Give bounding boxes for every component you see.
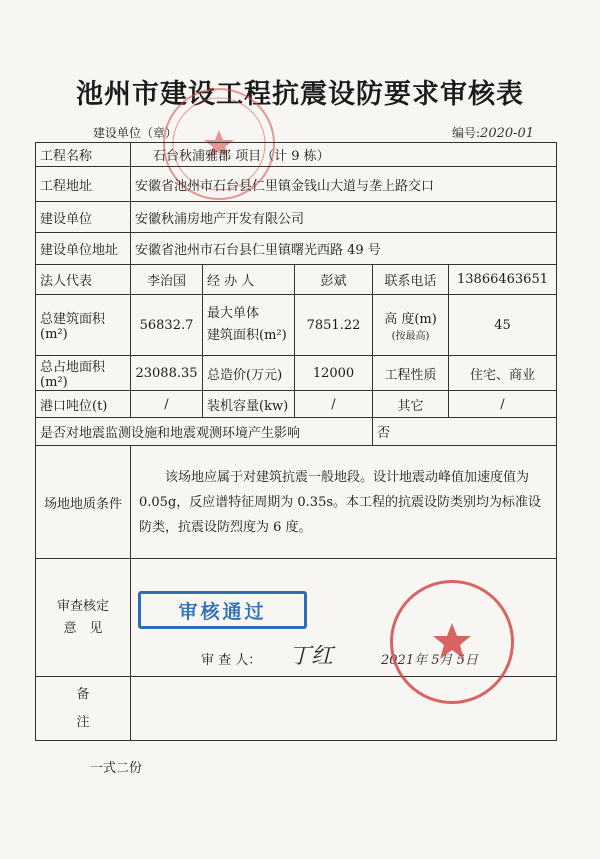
total-cost-value: 12000 <box>295 356 373 391</box>
max-single-value: 7851.22 <box>295 295 373 356</box>
number-value: 2020-01 <box>480 126 535 141</box>
capacity-label: 装机容量(kw) <box>203 391 295 418</box>
row-areas <box>36 295 557 356</box>
star-icon <box>393 583 511 701</box>
reviewer-signature: 丁红 <box>289 644 334 669</box>
remarks-label-line1: 备 <box>76 686 90 702</box>
applicant-label: 建设单位（章） <box>93 126 178 140</box>
row-land-cost <box>36 356 557 391</box>
total-area-label: 总建筑面积(m²) <box>36 295 131 356</box>
project-address-label: 工程地址 <box>36 167 131 202</box>
row-builder-address <box>36 233 557 265</box>
review-date: 2021年 5月 5日 <box>381 653 478 668</box>
number-label: 编号: <box>452 126 481 140</box>
row-project-name <box>36 143 557 167</box>
other-value: / <box>449 391 557 418</box>
builder-address-value: 安徽省池州市石台县仁里镇曙光西路 49 号 <box>131 233 557 265</box>
handler-label: 经 办 人 <box>203 265 295 295</box>
seismic-seal <box>390 580 514 704</box>
land-area-value: 23088.35 <box>131 356 203 391</box>
row-port-capacity <box>36 391 557 418</box>
height-label-text: 高 度(m) <box>384 312 437 327</box>
monitoring-answer: 否 <box>373 418 557 446</box>
project-name-value: 石台秋浦雅郡 项目（计 9 栋） <box>131 143 557 167</box>
row-project-address <box>36 167 557 202</box>
site-condition-label: 场地地质条件 <box>36 446 131 559</box>
land-area-label: 总占地面积(m²) <box>36 356 131 391</box>
review-label-line2: 意 见 <box>63 620 103 636</box>
project-address-value: 安徽省池州市石台县仁里镇金钱山大道与垄上路交口 <box>131 167 557 202</box>
phone-label: 联系电话 <box>373 265 449 295</box>
remarks-label <box>36 677 131 741</box>
site-condition-text: 该场地应属于对建筑抗震一般地段。设计地震动峰值加速度值为 0.05g，反应谱特征周期为 0.35s。本工程的抗震设防类别均为标准设防类，抗震设防烈度为 6 度。 <box>131 446 557 559</box>
row-monitoring <box>36 418 557 446</box>
port-tonnage-label: 港口吨位(t) <box>36 391 131 418</box>
document-number <box>452 124 534 141</box>
row-contacts <box>36 265 557 295</box>
review-label-line1: 审查核定 <box>56 598 109 614</box>
copies-note: 一式二份 <box>90 761 143 776</box>
max-single-label-line1: 最大单体 <box>207 306 260 321</box>
nature-value: 住宅、商业 <box>449 356 557 391</box>
row-site-condition <box>36 446 557 559</box>
total-area-value: 56832.7 <box>131 295 203 356</box>
max-single-label-line2: 建筑面积(m²) <box>207 328 287 343</box>
height-label <box>373 295 449 356</box>
builder-label: 建设单位 <box>36 202 131 233</box>
document-title: 池州市建设工程抗震设防要求审核表 <box>76 79 524 110</box>
builder-value: 安徽秋浦房地产开发有限公司 <box>131 202 557 233</box>
max-single-label <box>203 295 295 356</box>
nature-label: 工程性质 <box>373 356 449 391</box>
project-name-label: 工程名称 <box>36 143 131 167</box>
height-note: (按最高) <box>391 331 430 342</box>
legal-rep-label: 法人代表 <box>36 265 131 295</box>
row-builder <box>36 202 557 233</box>
approved-stamp: 审核通过 <box>138 591 307 629</box>
phone-value: 13866463651 <box>449 265 557 295</box>
review-label <box>36 559 131 677</box>
port-tonnage-value: / <box>131 391 203 418</box>
reviewer-label: 审 查 人： <box>201 653 262 668</box>
legal-rep-value: 李治国 <box>131 265 203 295</box>
total-cost-label: 总造价(万元) <box>203 356 295 391</box>
remarks-label-line2: 注 <box>76 714 90 730</box>
monitoring-question: 是否对地震监测设施和地震观测环境产生影响 <box>36 418 373 446</box>
height-value: 45 <box>449 295 557 356</box>
other-label: 其它 <box>373 391 449 418</box>
handler-value: 彭斌 <box>295 265 373 295</box>
capacity-value: / <box>295 391 373 418</box>
builder-address-label: 建设单位地址 <box>36 233 131 265</box>
